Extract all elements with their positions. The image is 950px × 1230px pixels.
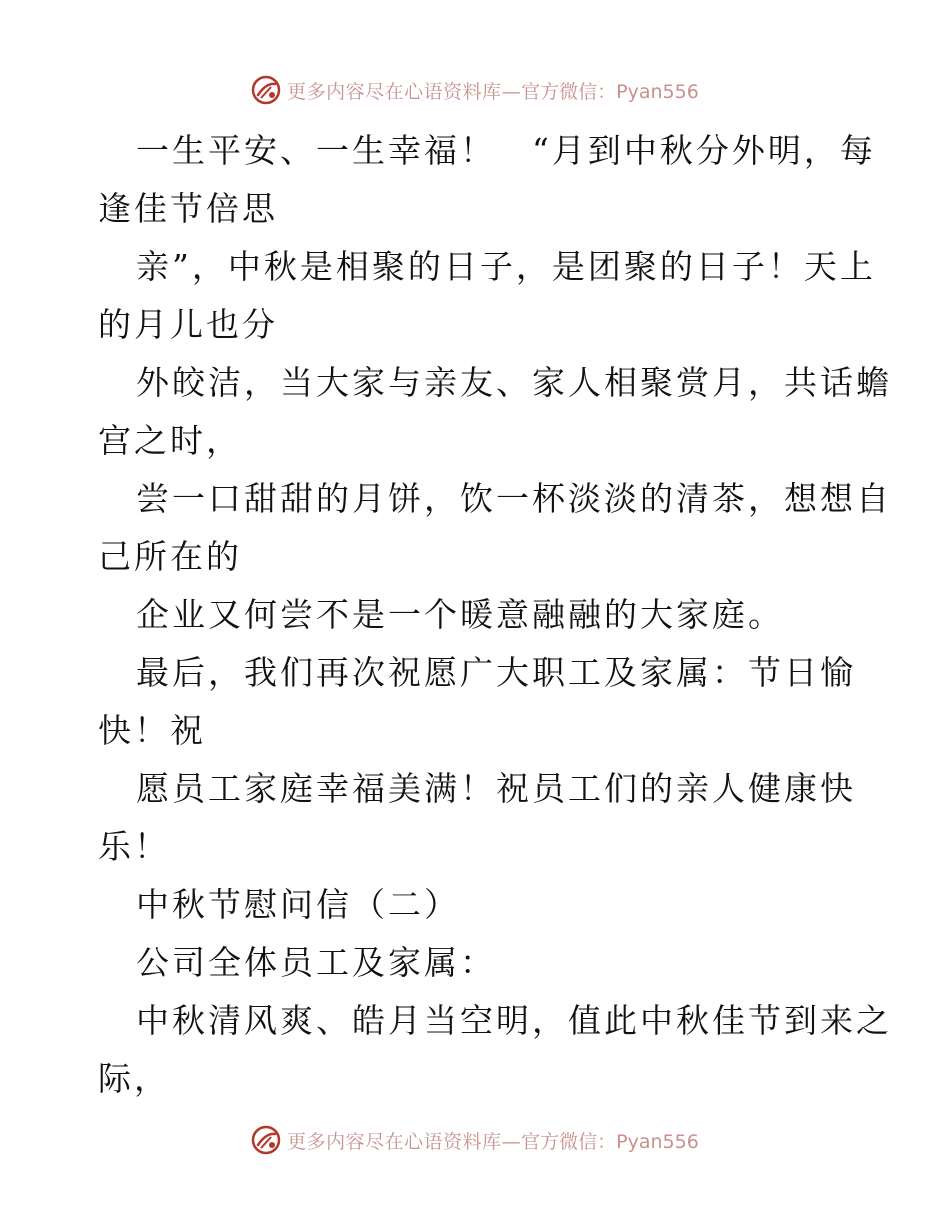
text-line: 企业又何尝不是一个暖意融融的大家庭。 <box>136 595 784 634</box>
text-line: 乐！ <box>98 827 170 866</box>
document-body <box>98 122 892 1108</box>
header-banner <box>0 70 950 110</box>
text-line: 际， <box>98 1059 170 1098</box>
banner-wechat-text: 官方微信：Pyan556 <box>521 80 699 103</box>
text-line: 宫之时， <box>98 421 242 460</box>
text-line: 的月儿也分 <box>98 305 278 344</box>
text-line: 快！祝 <box>98 711 206 750</box>
text-line: 最后，我们再次祝愿广大职工及家属：节日愉 <box>136 653 856 692</box>
text-line: 逢佳节倍思 <box>98 189 278 228</box>
section-title: 中秋节慰问信（二） <box>136 885 460 924</box>
text-line: 愿员工家庭幸福美满！祝员工们的亲人健康快 <box>136 769 856 808</box>
text-line: 尝一口甜甜的月饼，饮一杯淡淡的清茶，想想自 <box>136 479 892 518</box>
banner-main-text: 更多内容尽在心语资料库— <box>287 80 522 103</box>
text-line: 外皎洁，当大家与亲友、家人相聚赏月，共话蟾 <box>136 363 892 402</box>
banner-main-text: 更多内容尽在心语资料库— <box>287 1130 522 1153</box>
salutation: 公司全体员工及家属： <box>136 943 496 982</box>
text-line: 己所在的 <box>98 537 242 576</box>
logo-icon <box>251 75 281 105</box>
banner-wechat-text: 官方微信：Pyan556 <box>521 1130 699 1153</box>
text-line: 中秋清风爽、皓月当空明，值此中秋佳节到来之 <box>136 1001 892 1040</box>
footer-banner <box>0 1120 950 1160</box>
logo-icon <box>251 1125 281 1155</box>
text-line: 一生平安、一生幸福！ “月到中秋分外明，每 <box>136 131 876 170</box>
text-line: 亲”，中秋是相聚的日子，是团聚的日子！天上 <box>136 247 876 286</box>
